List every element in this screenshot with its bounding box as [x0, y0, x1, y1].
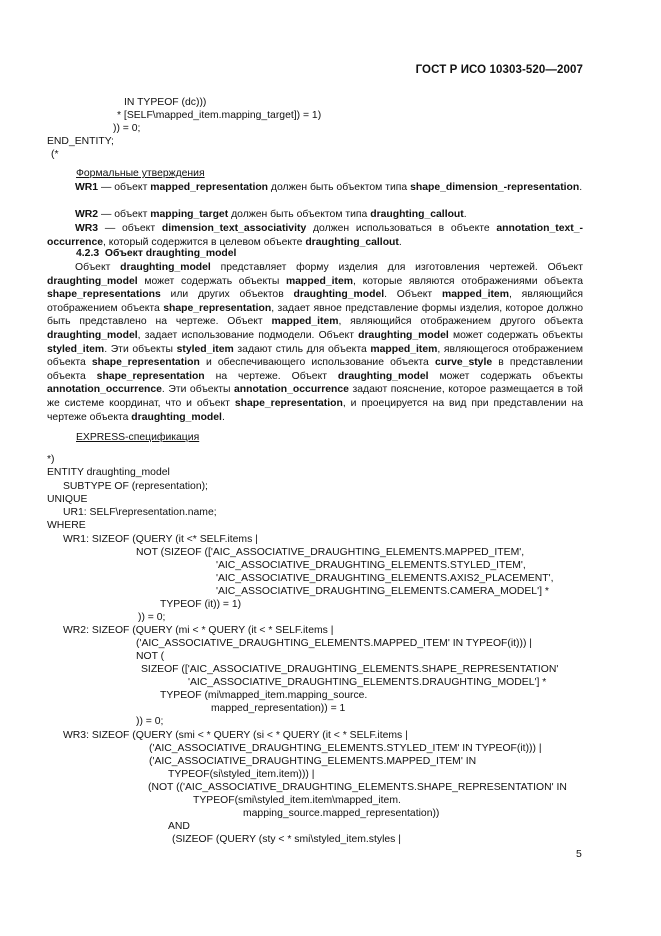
text-run: , являющегося отображением объекта [47, 343, 583, 369]
term: draughting_model [358, 329, 449, 341]
text-run: , и проецируется на вид при представлении на чертеже объекта [47, 397, 584, 423]
term: shape_representation [91, 357, 200, 369]
formal-statements-heading: Формальные утверждения [76, 168, 205, 179]
text-run: . [221, 411, 225, 423]
code-line: *) [47, 454, 55, 465]
term: draughting_model [293, 289, 385, 301]
term: curve_style [434, 357, 493, 369]
code-line: TYPEOF (it)) = 1) [160, 599, 242, 610]
rule-id: WR1 [75, 182, 99, 193]
rule-separator: — [98, 209, 115, 220]
text-run: . [579, 182, 583, 193]
text-run: на чертеже. Объект [204, 370, 338, 382]
code-line: AND [168, 821, 190, 832]
code-line: NOT ( [136, 651, 165, 662]
code-line: WHERE [47, 520, 86, 531]
rule-separator: — [98, 182, 115, 193]
code-line: TYPEOF(si\styled_item.item))) | [168, 769, 315, 780]
term: annotation_occurrence [234, 384, 349, 396]
code-line: TYPEOF(smi\styled_item.item\mapped_item. [193, 795, 401, 806]
term: styled_item [176, 343, 234, 355]
code-line: mapping_source.mapped_representation)) [243, 808, 440, 819]
code-line: )) = 0; [113, 123, 141, 134]
code-line: ('AIC_ASSOCIATIVE_DRAUGHTING_ELEMENTS.MAPPED_ITEM' IN TYPEOF(it))) | [136, 638, 532, 649]
text-run: может содержать объекты [137, 275, 287, 287]
term: mapped_item [286, 275, 354, 287]
term: shape_representation [163, 302, 272, 314]
section-title: Объект draughting_model [104, 248, 237, 259]
text-run: , задает явное представление формы изделия, которое должно быть представлено на чертеже. Объект [47, 302, 583, 328]
code-line: NOT (SIZEOF (['AIC_ASSOCIATIVE_DRAUGHTING_ELEMENTS.MAPPED_ITEM', [136, 547, 525, 558]
term: shape_representations [47, 289, 161, 301]
code-line: ('AIC_ASSOCIATIVE_DRAUGHTING_ELEMENTS.MAPPED_ITEM' IN [149, 756, 477, 767]
code-line: UR1: SELF\representation.name; [63, 507, 217, 518]
term: dimension_text_associativity [161, 223, 307, 234]
text-run: , являющийся отображением объекта [47, 289, 583, 314]
page-number: 5 [576, 848, 582, 860]
rule-separator: — [98, 223, 122, 234]
code-line: 'AIC_ASSOCIATIVE_DRAUGHTING_ELEMENTS.CAMERA_MODEL'] * [216, 586, 549, 597]
term: annotation_occurrence [47, 384, 162, 396]
text-run: , который содержится в целевом объекте [103, 236, 306, 248]
term: draughting_model [337, 370, 429, 382]
text-run: может содержать объекты [428, 370, 583, 382]
code-line: ENTITY draughting_model [47, 467, 170, 478]
term: mapped_representation [150, 182, 269, 193]
text-run: и обеспечивающего использование объекта [199, 357, 435, 369]
code-line: WR2: SIZEOF (QUERY (mi < * QUERY (it < * SELF.items | [63, 625, 334, 636]
code-line: 'AIC_ASSOCIATIVE_DRAUGHTING_ELEMENTS.DRAUGHTING_MODEL'] * [188, 677, 547, 688]
text-run: объект [114, 209, 151, 220]
term: shape_representation [234, 397, 343, 409]
text-run: объект [114, 182, 151, 193]
text-run: . Эти объекты [161, 384, 235, 396]
code-line: mapped_representation)) = 1 [211, 703, 346, 714]
text-run: . [398, 236, 402, 248]
code-line: 'AIC_ASSOCIATIVE_DRAUGHTING_ELEMENTS.AXIS2_PLACEMENT', [216, 573, 554, 584]
code-line: WR3: SIZEOF (QUERY (smi < * QUERY (si < * QUERY (it < * SELF.items | [63, 730, 408, 741]
code-line: 'AIC_ASSOCIATIVE_DRAUGHTING_ELEMENTS.STYLED_ITEM', [216, 560, 526, 571]
code-line: )) = 0; [136, 716, 164, 727]
code-line: UNIQUE [47, 494, 88, 505]
text-run: должен быть объектом типа [228, 209, 371, 220]
text-run: , которые являются отображениями объекта [353, 275, 583, 287]
text-run: Объект [75, 262, 121, 273]
text-run: , задает использование подмодели. Объект [137, 329, 359, 341]
code-line: ('AIC_ASSOCIATIVE_DRAUGHTING_ELEMENTS.STYLED_ITEM' IN TYPEOF(it))) | [149, 743, 542, 754]
rule-id: WR3 [75, 223, 99, 234]
code-line: IN TYPEOF (dc))) [124, 97, 207, 108]
text-run: задают пояснение, которое размещается в той же системе координат, что и объект [47, 384, 583, 409]
section-heading [76, 247, 236, 260]
text-run: , являющийся отображением другого объекта [338, 316, 583, 328]
term: mapped_item [370, 343, 438, 355]
text-run: может содержать объекты [448, 329, 583, 341]
term: draughting_callout [305, 236, 399, 248]
text-run: должен использоваться в объекте [306, 223, 497, 234]
term: shape_dimension_-representation [410, 182, 580, 193]
term: shape_representation [96, 370, 205, 382]
text-run: или других объектов [160, 289, 294, 301]
term: mapping_target [150, 209, 229, 220]
code-line: WR1: SIZEOF (QUERY (it <* SELF.items | [63, 534, 258, 545]
term: mapped_item [441, 289, 509, 301]
code-line: END_ENTITY; [47, 136, 114, 147]
text-run: . Объект [384, 289, 442, 301]
description-paragraph [47, 261, 583, 424]
text-run: задают стиль для объекта [233, 343, 371, 355]
code-line: )) = 0; [138, 612, 166, 623]
term: mapped_item [271, 316, 339, 328]
code-line: TYPEOF (mi\mapped_item.mapping_source. [160, 690, 368, 701]
text-run: объект [122, 223, 162, 234]
rule-wr1 [47, 181, 583, 195]
rule-wr2 [47, 208, 583, 222]
term: draughting_model [120, 262, 211, 273]
code-line: SIZEOF (['AIC_ASSOCIATIVE_DRAUGHTING_ELEMENTS.SHAPE_REPRESENTATION' [141, 664, 559, 675]
term: styled_item [47, 343, 105, 355]
express-spec-heading: EXPRESS-спецификация [76, 432, 200, 443]
code-line: SUBTYPE OF (representation); [63, 481, 208, 492]
text-run: представляет форму изделия для изготовления чертежей. Объект [210, 262, 583, 273]
term: draughting_callout [370, 209, 464, 220]
term: annotation_text_-occurrence [47, 223, 584, 248]
text-run: . Эти объекты [104, 343, 177, 355]
code-line: (SIZEOF (QUERY (sty < * smi\styled_item.styles | [172, 834, 401, 845]
document-header: ГОСТ Р ИСО 10303-520—2007 [415, 64, 583, 76]
term: draughting_model [47, 329, 138, 341]
text-run: в представлении объекта [47, 357, 583, 382]
term: draughting_model [47, 275, 138, 287]
term: draughting_model [131, 411, 222, 423]
section-number: 4.2.3 [76, 248, 100, 259]
text-run: . [463, 209, 467, 220]
code-line: (NOT (('AIC_ASSOCIATIVE_DRAUGHTING_ELEMENTS.SHAPE_REPRESENTATION' IN [148, 782, 567, 793]
code-line: * [SELF\mapped_item.mapping_target]) = 1) [117, 110, 322, 121]
rule-id: WR2 [75, 209, 99, 220]
text-run: должен быть объектом типа [268, 182, 411, 193]
rule-wr3 [47, 222, 583, 249]
code-line: (* [51, 149, 59, 160]
